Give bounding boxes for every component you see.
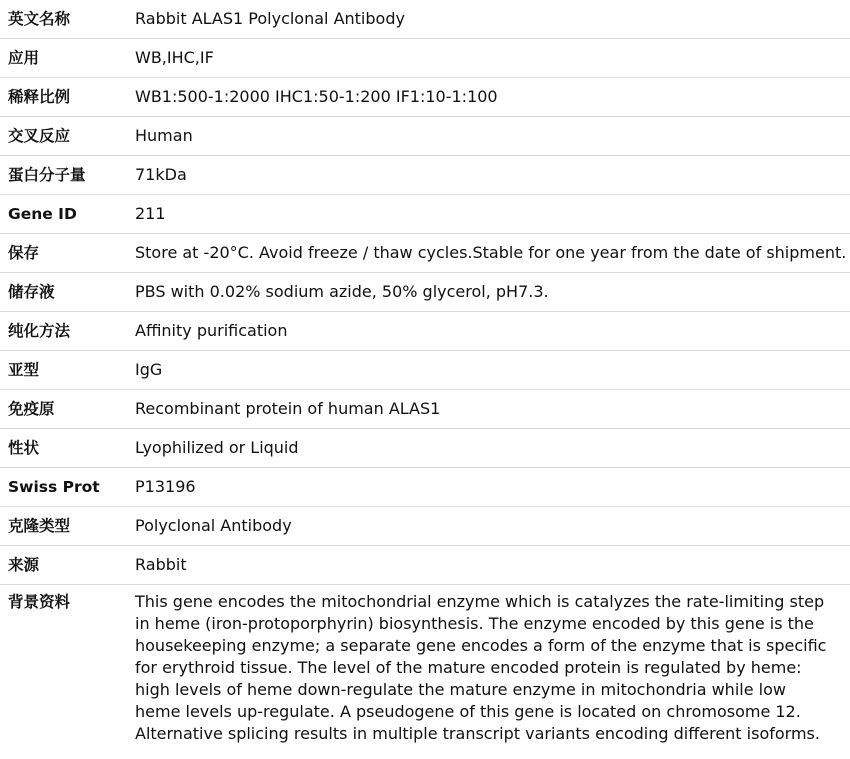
spec-label: 背景资料 — [8, 593, 71, 611]
spec-label: 蛋白分子量 — [8, 166, 86, 184]
spec-value: WB,IHC,IF — [135, 48, 214, 67]
spec-row-form — [0, 429, 850, 468]
spec-row-application — [0, 39, 850, 78]
spec-value: Polyclonal Antibody — [135, 516, 292, 535]
spec-label: 应用 — [8, 49, 40, 67]
spec-row-purification — [0, 312, 850, 351]
spec-row-storage — [0, 234, 850, 273]
spec-label: 稀释比例 — [8, 88, 71, 106]
spec-row-molecular-weight — [0, 156, 850, 195]
spec-row-host — [0, 546, 850, 585]
spec-row-immunogen — [0, 390, 850, 429]
spec-label: 英文名称 — [8, 10, 71, 28]
spec-row-isotype — [0, 351, 850, 390]
spec-value: 71kDa — [135, 165, 187, 184]
spec-label: 性状 — [8, 439, 40, 457]
spec-label: 保存 — [8, 244, 40, 262]
spec-value: Human — [135, 126, 193, 145]
spec-value: Store at -20°C. Avoid freeze / thaw cycles.Stable for one year from the date of shipment. — [135, 243, 847, 262]
spec-label: 储存液 — [8, 283, 55, 301]
spec-label: 来源 — [8, 556, 40, 574]
spec-value: This gene encodes the mitochondrial enzyme which is catalyzes the rate-limiting step in heme (iron-protoporphyrin) biosynthesis. The enzyme encoded by this gene is the housekeeping enzyme; a separate gene encodes a form of the enzyme that is specific for erythroid tissue. The level of the mature encoded protein is regulated by heme: high levels of heme down-regulate the mature enzyme in mitochondria while low heme levels up-regulate. A pseudogene of this gene is located on chromosome 12. Alternative splicing results in multiple transcript variants encoding different isoforms. — [135, 592, 827, 743]
spec-label: Swiss Prot — [8, 478, 100, 496]
spec-value: PBS with 0.02% sodium azide, 50% glycerol, pH7.3. — [135, 282, 549, 301]
spec-value: Lyophilized or Liquid — [135, 438, 299, 457]
spec-value: P13196 — [135, 477, 196, 496]
spec-row-buffer — [0, 273, 850, 312]
spec-value: Recombinant protein of human ALAS1 — [135, 399, 441, 418]
spec-row-gene-id — [0, 195, 850, 234]
spec-value: Rabbit — [135, 555, 187, 574]
spec-value: Affinity purification — [135, 321, 288, 340]
spec-label: 克隆类型 — [8, 517, 71, 535]
spec-label: Gene ID — [8, 205, 77, 223]
spec-label: 亚型 — [8, 361, 40, 379]
spec-label: 免疫原 — [8, 400, 55, 418]
spec-label: 纯化方法 — [8, 322, 71, 340]
spec-row-dilution — [0, 78, 850, 117]
spec-value: IgG — [135, 360, 163, 379]
spec-value: WB1:500-1:2000 IHC1:50-1:200 IF1:10-1:100 — [135, 87, 498, 106]
spec-row-swiss-prot — [0, 468, 850, 507]
spec-label: 交叉反应 — [8, 127, 71, 145]
spec-row-reactivity — [0, 117, 850, 156]
spec-value: 211 — [135, 204, 166, 223]
spec-row-english-name — [0, 0, 850, 39]
spec-row-clonality — [0, 507, 850, 546]
spec-value: Rabbit ALAS1 Polyclonal Antibody — [135, 9, 405, 28]
spec-row-background — [0, 585, 850, 743]
